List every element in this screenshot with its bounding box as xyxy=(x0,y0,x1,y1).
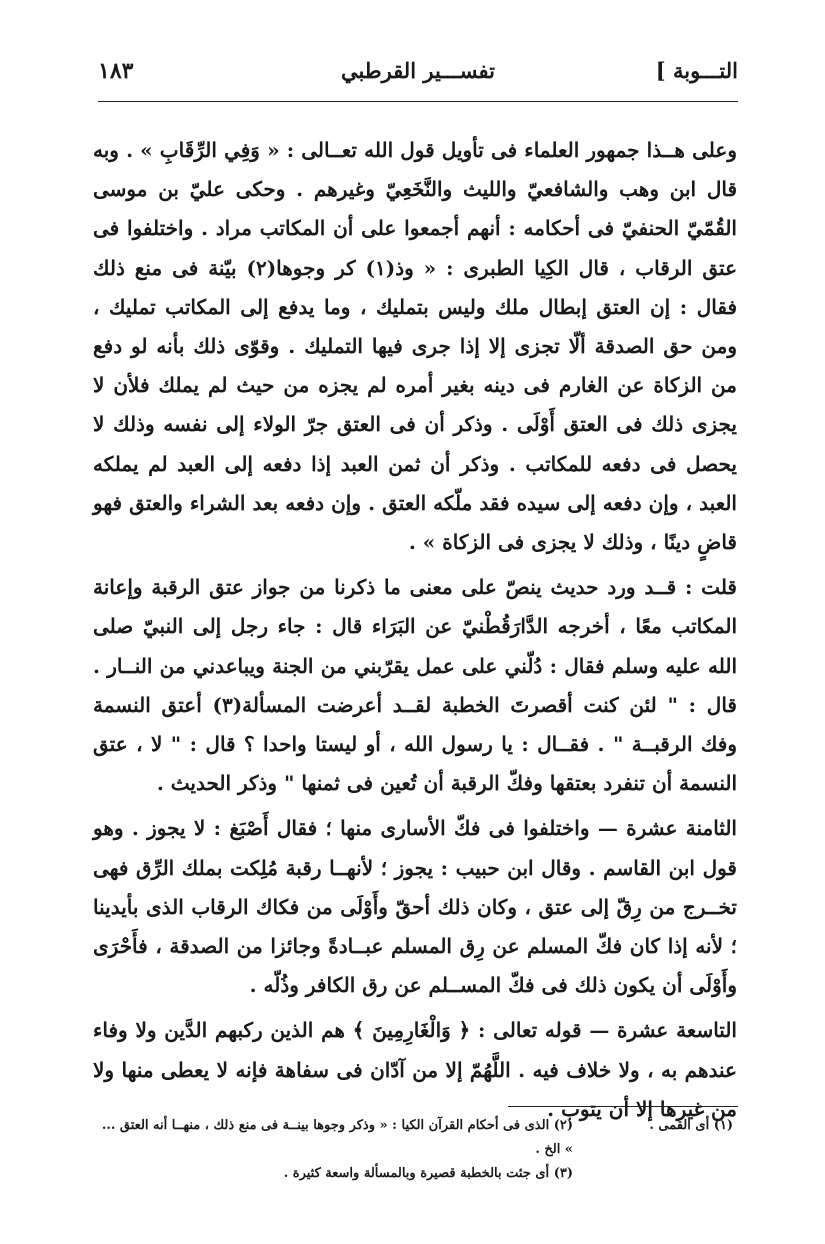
running-header xyxy=(98,58,738,98)
paragraph-1: وعلى هــذا جمهور العلماء فى تأويل قول الله تعــالى : « وَفِي الرِّقَابِ » . وبه قال ابن وهب والشافعيّ والليث والنَّخَعِيّ وغيرهم . وحكى عليّ بن موسى القُمّيّ الحنفيّ فى أحكامه : أنهم أجمعوا على أن المكاتب مراد . واختلفوا فى عتق الرقاب ، قال الكِيا الطبرى : « وذ(١) كر وجوها(٢) بيّنة فى منع ذلك فقال : إن العتق إبطال ملك وليس بتمليك ، وما يدفع إلى المكاتب تمليك ، ومن حق الصدقة ألّا تجزى إلا إذا جرى فيها التمليك . وقوّى ذلك بأنه لو دفع من الزكاة عن الغارم فى دينه بغير أمره لم يجزه من حيث لم يملك فلأن لا يجزى ذلك فى العتق أَوْلَى . وذكر أن فى العتق جرّ الولاء إلى نفسه وذلك لا يحصل فى دفعه للمكاتب . وذكر أن ثمن العبد إذا دفعه إلى العبد لم يملكه العبد ، وإن دفعه إلى سيده فقد ملّكه العتق . وإن دفعه بعد الشراء والعتق فهو قاضٍ دينًا ، وذلك لا يجزى فى الزكاة » . xyxy=(93,138,737,555)
footnote-row-2 xyxy=(93,1162,733,1186)
book-title: تفســـير القرطبي xyxy=(341,58,495,83)
footnotes xyxy=(93,1114,733,1186)
page-number: ١٨٣ xyxy=(98,58,134,84)
header-rule xyxy=(98,101,738,102)
paragraph-2: قلت : قــد ورد حديث ينصّ على معنى ما ذكرنا من جواز عتق الرقبة وإعانة المكاتب معًا ، أخرجه الدَّارَقُطْنيّ عن البَرَاء قال : جاء رجل إلى النبيّ صلى الله عليه وسلم فقال : دُلّني على عمل يقرّبني من الجنة ويباعدني من النــار . قال : " لئن كنت أقصرتَ الخطبة لقــد أعرضت المسألة(٣) أعتق النسمة وفك الرقبــة " . فقــال : يا رسول الله ، أو ليستا واحدا ؟ قال : " لا ، عتق النسمة أن تنفرد بعتقها وفكّ الرقبة أن تُعين فى ثمنها " وذكر الحديث . xyxy=(93,575,738,796)
sura-name: التـــوبة ] xyxy=(655,58,738,83)
footnote-2: (٢) الذى فى أحكام القرآن الكيا : « وذكر وجوها بينــة فى منع ذلك ، منهــا أنه العتق ... » الخ . xyxy=(101,1118,573,1157)
paragraph-3: الثامنة عشرة — واختلفوا فى فكّ الأسارى منها ؛ فقال أَصْبَغ : لا يجوز . وهو قول ابن القاسم . وقال ابن حبيب : يجوز ؛ لأنهــا رقبة مُلِكت بملك الرِّق فهى تخــرج من رِقّ إلى عتق ، وكان ذلك أحقّ وأَوْلَى من فكاك الرقاب الذى بأيدينا ؛ لأنه إذا كان فكّ المسلم عن رِق المسلم عبــادةً وجائزا من الصدقة ، فأَحْرَى وأَوْلَى أن يكون ذلك فى فكّ المســلم عن رق الكافر وذُلّه . xyxy=(93,816,737,998)
main-text xyxy=(93,131,737,1129)
footnote-1: (١) أى القمى . xyxy=(649,1118,733,1133)
footnote-3: (٣) أى جئت بالخطبة قصيرة وبالمسألة واسعة كثيرة . xyxy=(283,1166,573,1181)
footnote-rule xyxy=(508,1106,738,1107)
paragraph-4: التاسعة عشرة — قوله تعالى : ﴿ وَالْغَارِمِينَ ﴾ هم الذين ركبهم الدَّين ولا وفاء عندهم به ، ولا خلاف فيه . اللَّهُمّ إلا من آدّان فى سفاهة فإنه لا يعطى منها ولا من غيرها إلا أن يتوب . xyxy=(93,1018,737,1121)
footnote-row-1 xyxy=(93,1114,733,1162)
